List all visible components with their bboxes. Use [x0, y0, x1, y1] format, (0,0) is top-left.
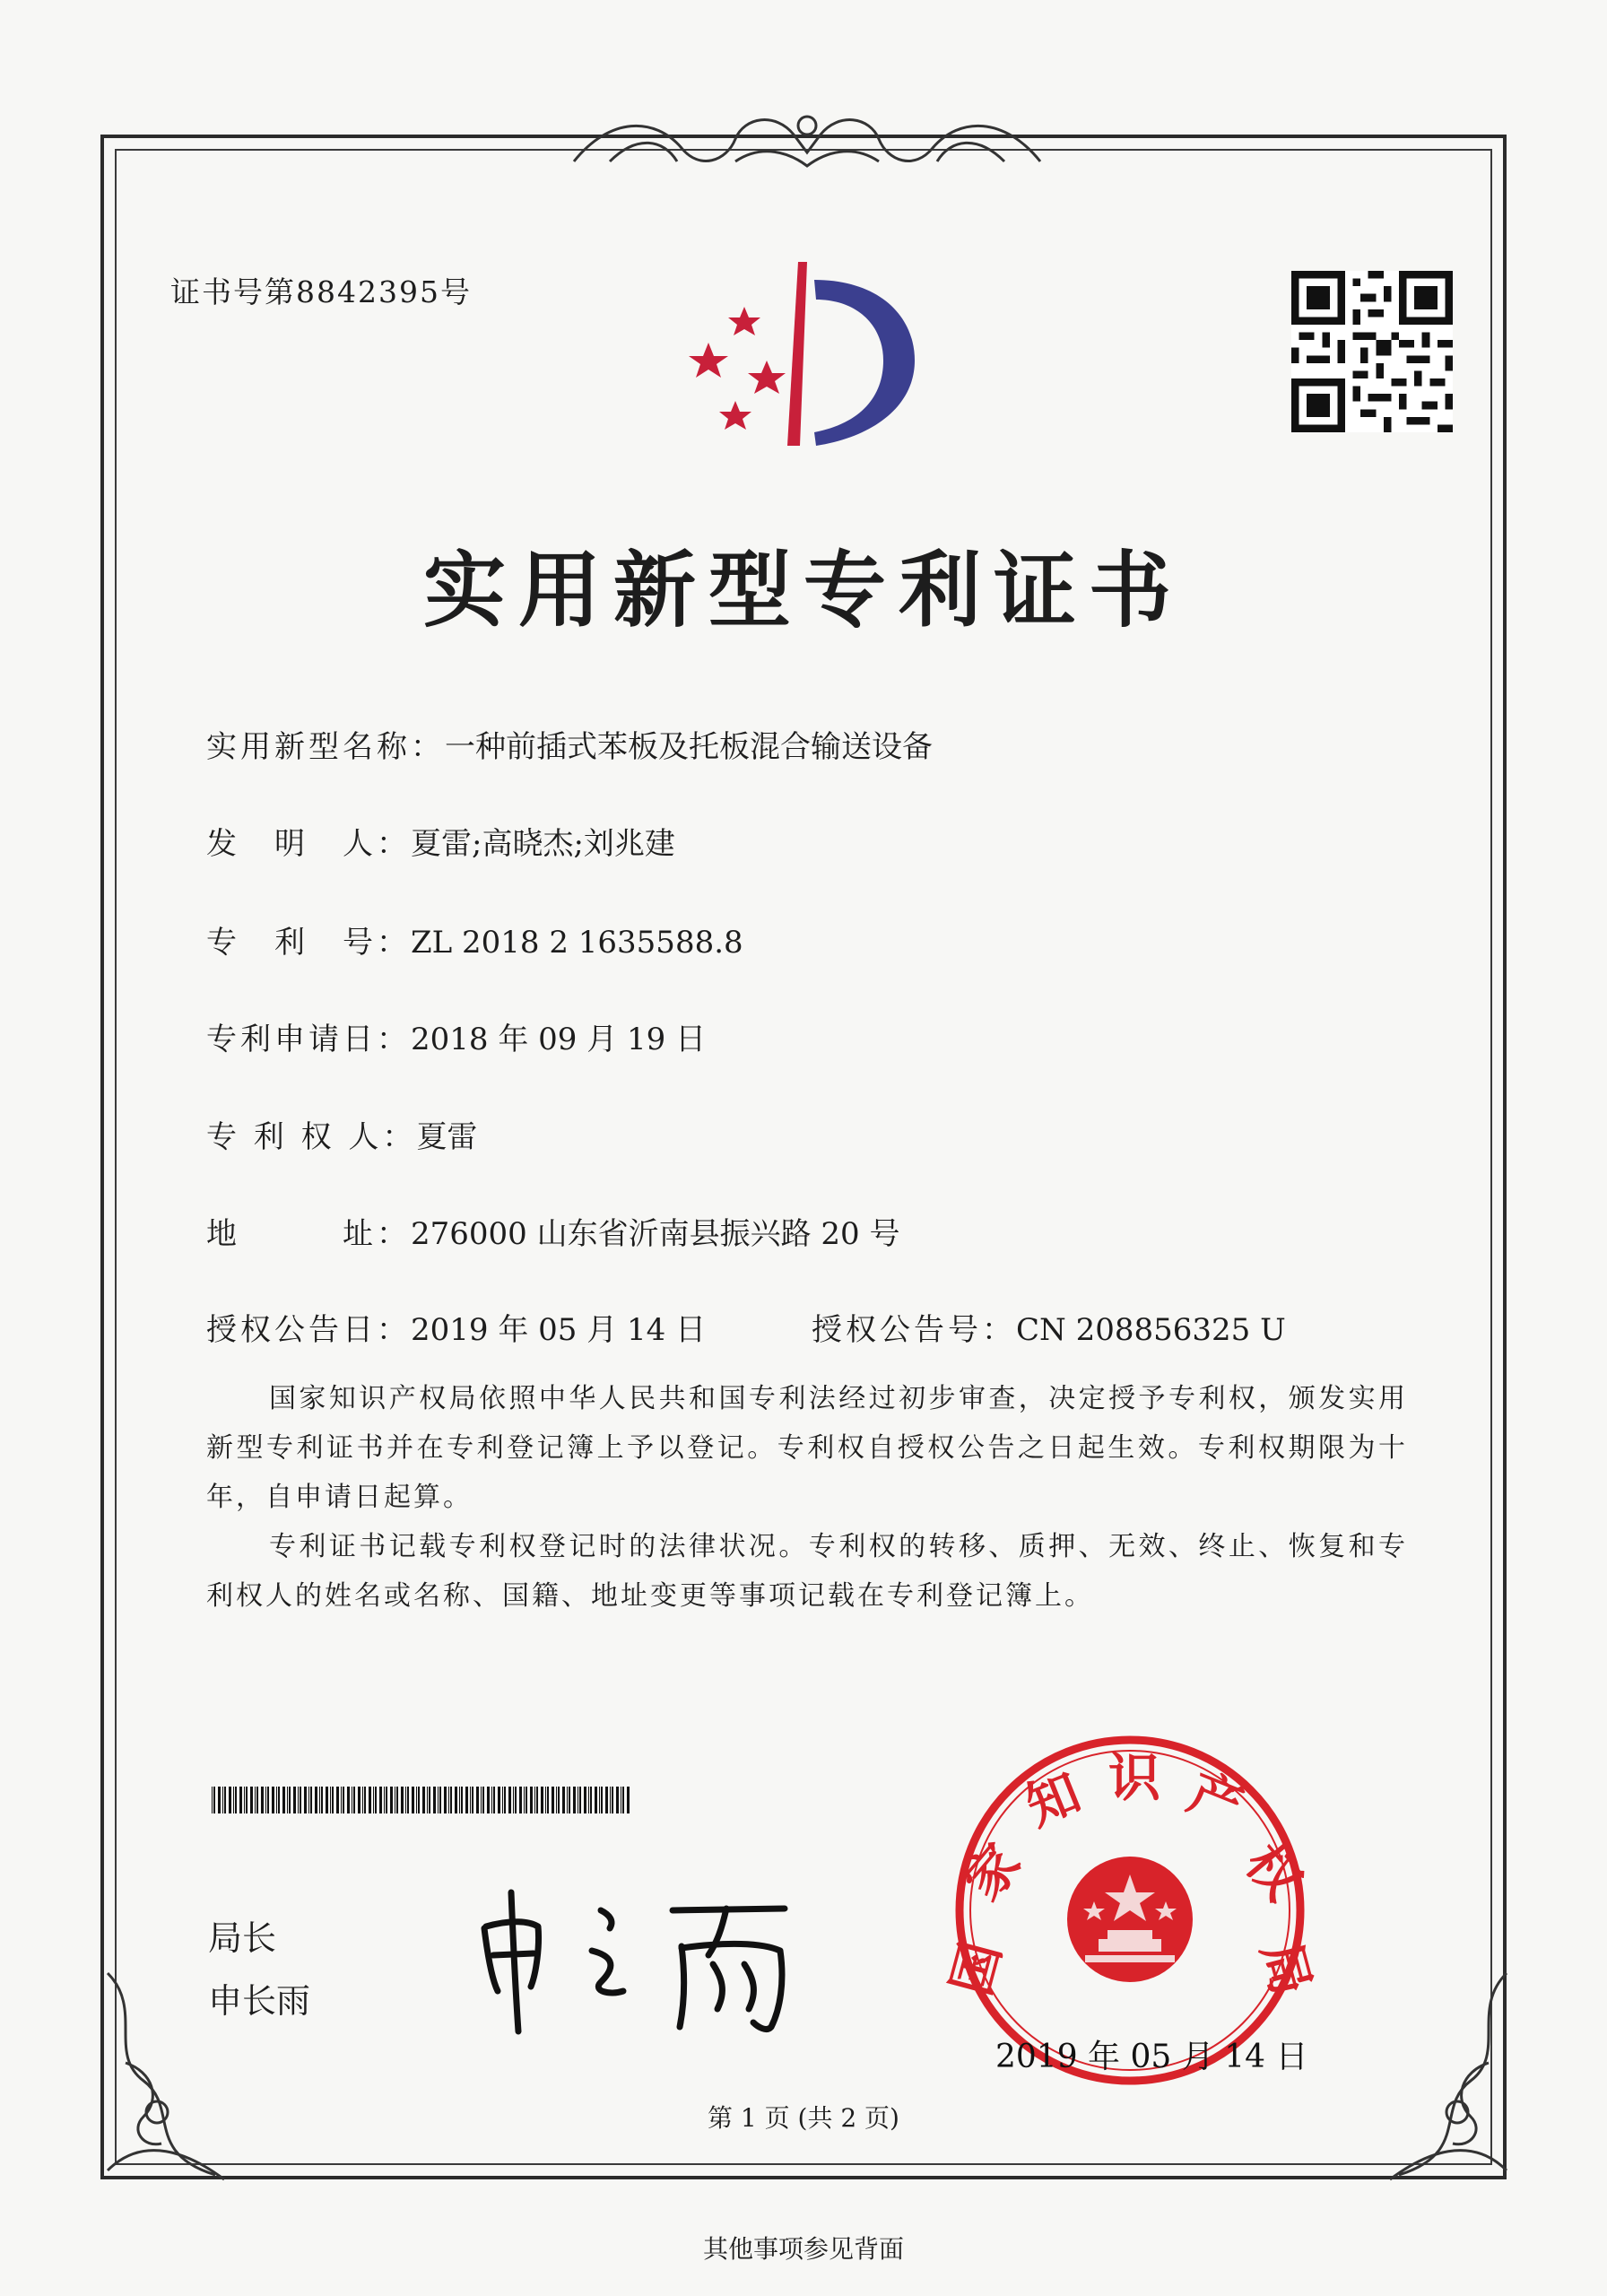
- svg-text:识: 识: [1108, 1747, 1161, 1808]
- field-value: 276000 山东省沂南县振兴路 20 号: [411, 1216, 900, 1252]
- field-label: 实用新型名称：: [206, 729, 445, 765]
- certificate-number: 证书号第8842395号: [170, 274, 472, 309]
- field-value: 夏雷;高晓杰;刘兆建: [411, 826, 675, 862]
- field-label: 授权公告日：: [206, 1312, 411, 1348]
- field-announcement-number: [812, 1305, 1286, 1349]
- field-label: 地 址：: [206, 1216, 411, 1252]
- field-value: CN 208856325 U: [1016, 1312, 1286, 1348]
- field-patent-number: [206, 918, 743, 961]
- field-label: 授权公告号：: [812, 1312, 1016, 1348]
- field-label: 专 利 号：: [206, 925, 411, 961]
- field-grant-date: [206, 1305, 706, 1349]
- field-inventors: [206, 819, 675, 863]
- back-side-note: 其他事项参见背面: [702, 2234, 904, 2264]
- svg-text:权: 权: [1233, 1832, 1315, 1912]
- svg-text:家: 家: [951, 1832, 1033, 1912]
- top-ornament: [556, 99, 1058, 179]
- qr-code: [1291, 271, 1453, 432]
- bottom-right-ornament: [1372, 1955, 1524, 2188]
- field-label: 专利申请日：: [206, 1022, 411, 1057]
- director-signature: [466, 1866, 807, 2045]
- barcode: [212, 1787, 633, 1813]
- svg-text:国: 国: [940, 1935, 1013, 2002]
- field-application-date: [206, 1014, 706, 1058]
- field-value: 2019 年 05 月 14 日: [411, 1312, 707, 1348]
- cnipa-logo: [682, 253, 933, 459]
- field-value: 夏雷: [416, 1119, 478, 1155]
- field-value: 一种前插式苯板及托板混合输送设备: [445, 729, 933, 765]
- field-label: 专 利 权 人：: [206, 1119, 417, 1155]
- field-value: ZL 2018 2 1635588.8: [411, 925, 743, 961]
- field-address: [206, 1209, 899, 1253]
- director-title: 局长: [208, 1918, 277, 1958]
- svg-text:局: 局: [1249, 1935, 1323, 2002]
- field-patentee: [206, 1112, 477, 1156]
- page-number: 第 1 页 (共 2 页): [708, 2103, 899, 2133]
- seal-date: 2019 年 05 月 14 日: [995, 2039, 1308, 2075]
- certificate-title: 实用新型专利证书: [422, 543, 1184, 639]
- field-value: 2018 年 09 月 19 日: [411, 1022, 707, 1057]
- field-label: 发 明 人：: [206, 826, 411, 862]
- svg-text:知: 知: [1017, 1761, 1090, 1838]
- svg-text:产: 产: [1179, 1761, 1252, 1838]
- director-name: 申长雨: [208, 1981, 311, 2021]
- field-utility-model-name: [206, 722, 933, 766]
- grant-paragraph: 国家知识产权局依照中华人民共和国专利法经过初步审查，决定授予专利权，颁发实用新型专利证书并在专利登记簿上予以登记。专利权自授权公告之日起生效。专利权期限为十年，自申请日起算。: [206, 1383, 1408, 1513]
- legal-status-paragraph: 专利证书记载专利权登记时的法律状况。专利权的转移、质押、无效、终止、恢复和专利权人的姓名或名称、国籍、地址变更等事项记载在专利登记簿上。: [206, 1531, 1408, 1612]
